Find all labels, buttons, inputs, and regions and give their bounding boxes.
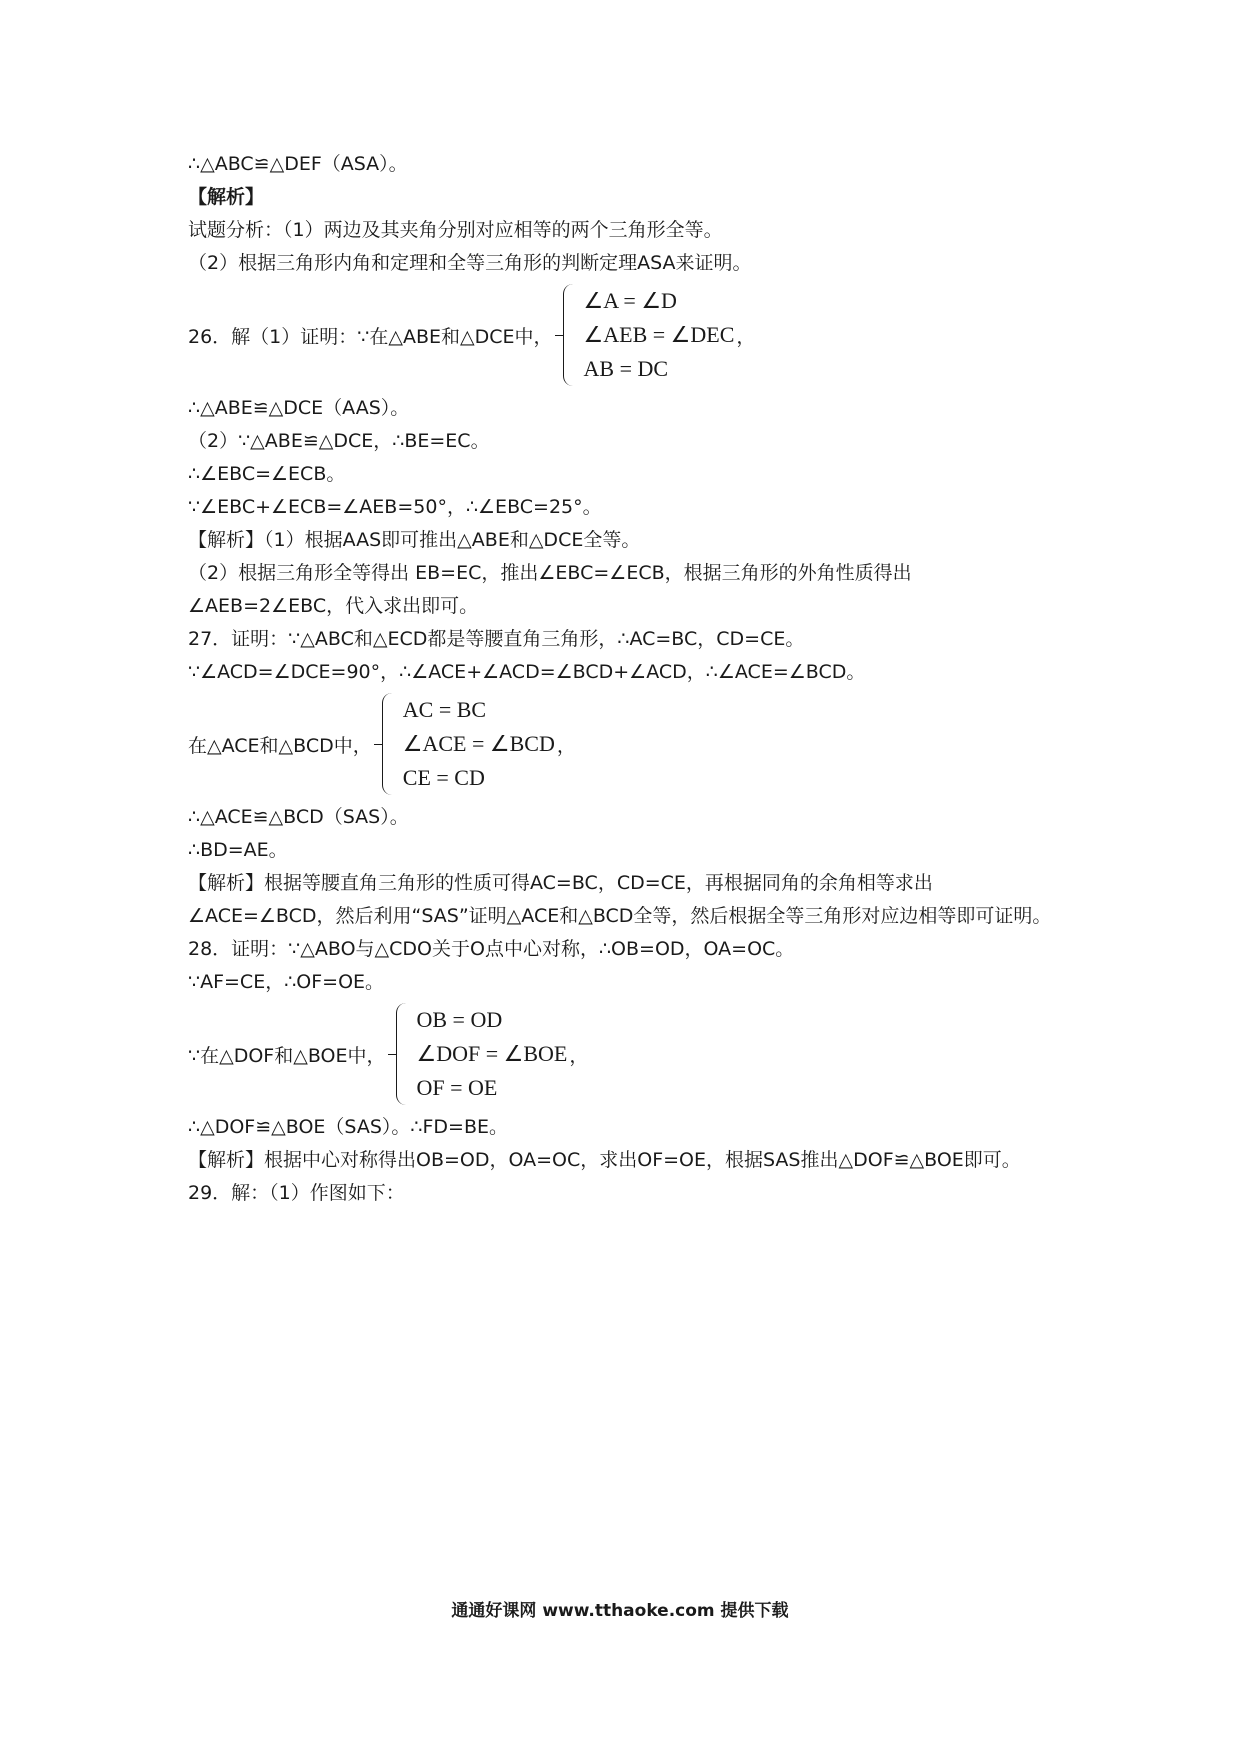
system-tail: ， — [736, 325, 756, 348]
text-paragraph: （2）根据三角形全等得出 EB=EC，推出∠EBC=∠ECB，根据三角形的外角性质得出∠AEB=2∠EBC，代入求出即可。 — [188, 562, 912, 617]
footer-credit: 通通好课网 www.tthaoke.com 提供下载 — [451, 1601, 789, 1621]
text-line: ∴BD=AE。 — [188, 839, 288, 861]
equation-system-26 — [188, 284, 1068, 386]
text-line: 27．证明：∵△ABC和△ECD都是等腰直角三角形，∴AC=BC，CD=CE。 — [188, 628, 805, 650]
left-brace-icon — [563, 284, 578, 386]
text-line: ∴△ACE≌△BCD（SAS）。 — [188, 806, 409, 828]
text-line: ∴∠EBC=∠ECB。 — [188, 463, 346, 485]
equation: ∠A = ∠D — [583, 288, 677, 313]
text-line: ∴△DOF≌△BOE（SAS）。∴FD=BE。 — [188, 1116, 508, 1138]
equation: AC = BC — [402, 697, 487, 722]
text-line: （2）根据三角形内角和定理和全等三角形的判断定理ASA来证明。 — [188, 252, 752, 274]
equation: ∠AEB = ∠DEC — [583, 322, 735, 347]
brace-system — [396, 1003, 589, 1105]
text-line: 29．解：（1）作图如下： — [188, 1182, 405, 1204]
brace-system — [382, 693, 576, 795]
text-line: ∵∠EBC+∠ECB=∠AEB=50°，∴∠EBC=25°。 — [188, 496, 602, 518]
equation: ∠DOF = ∠BOE — [416, 1041, 568, 1066]
text-line: ∴△ABE≌△DCE（AAS）。 — [188, 397, 410, 419]
system-lead-text: ∵在△DOF和△BOE中， — [188, 1044, 386, 1067]
text-line: ∵∠ACD=∠DCE=90°，∴∠ACE+∠ACD=∠BCD+∠ACD，∴∠ACE=∠BCD。 — [188, 661, 866, 683]
document-body — [188, 148, 1068, 1210]
text-line: 试题分析：（1）两边及其夹角分别对应相等的两个三角形全等。 — [188, 219, 723, 241]
text-line: 【解析】（1）根据AAS即可推出△ABE和△DCE全等。 — [188, 529, 641, 551]
equation: OB = OD — [416, 1007, 503, 1032]
system-lead-text: 在△ACE和△BCD中， — [188, 734, 372, 757]
brace-system — [563, 284, 756, 386]
system-tail: ， — [556, 734, 576, 757]
text-paragraph: 【解析】根据等腰直角三角形的性质可得AC=BC，CD=CE，再根据同角的余角相等求出∠ACE=∠BCD，然后利用“SAS”证明△ACE和△BCD全等，然后根据全等三角形对应边相等即可证明。 — [188, 872, 1052, 927]
equation: OF = OE — [416, 1075, 498, 1100]
left-brace-icon — [382, 693, 397, 795]
text-line: ∴△ABC≌△DEF（ASA）。 — [188, 153, 408, 175]
equation-system-27 — [188, 693, 1068, 795]
equation: AB = DC — [583, 356, 669, 381]
left-brace-icon — [396, 1003, 411, 1105]
analysis-heading: 【解析】 — [188, 186, 265, 208]
text-line: 28．证明：∵△ABO与△CDO关于O点中心对称，∴OB=OD，OA=OC。 — [188, 938, 795, 960]
equation: CE = CD — [402, 765, 485, 790]
text-line: ∵AF=CE，∴OF=OE。 — [188, 971, 385, 993]
text-line: （2）∵△ABE≌△DCE，∴BE=EC。 — [188, 430, 490, 452]
system-lead-text: 26．解（1）证明：∵在△ABE和△DCE中， — [188, 325, 553, 348]
system-tail: ， — [569, 1044, 589, 1067]
equation: ∠ACE = ∠BCD — [402, 731, 555, 756]
equation-system-28 — [188, 1003, 1068, 1105]
text-paragraph: 【解析】根据中心对称得出OB=OD，OA=OC，求出OF=OE，根据SAS推出△DOF≌△BOE即可。 — [188, 1149, 1021, 1171]
